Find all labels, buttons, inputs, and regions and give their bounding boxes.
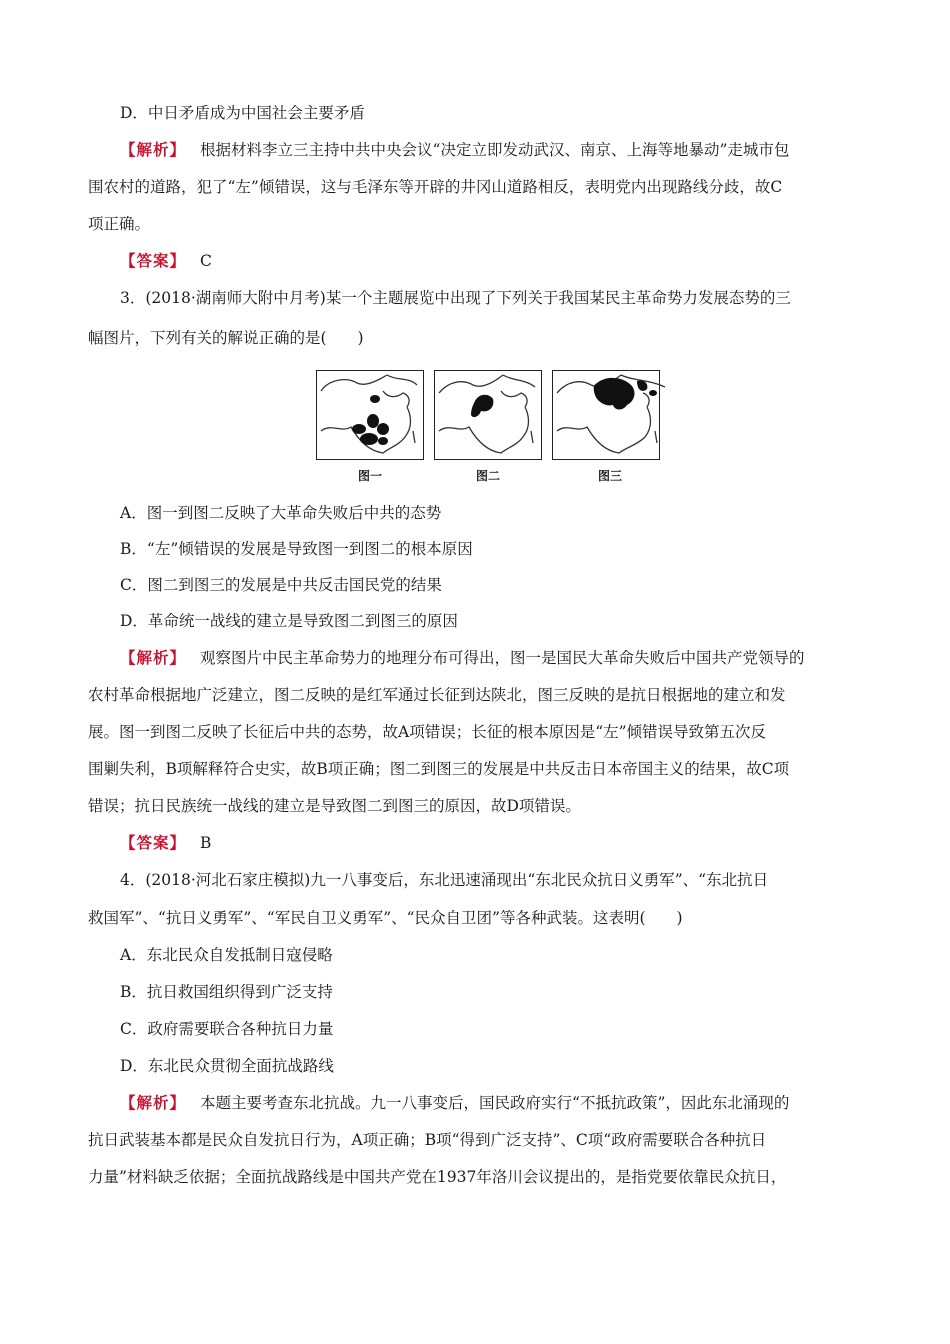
map-2 — [434, 370, 542, 460]
analysis-q2-line2: 围农村的道路，犯了“左”倾错误，这与毛泽东等开辟的井冈山道路相反，表明党内出现路线分歧，故C — [88, 178, 783, 196]
option-c-q3: C．图二到图三的发展是中共反击国民党的结果 — [120, 576, 442, 594]
option-c-q4: C．政府需要联合各种抗日力量 — [120, 1020, 334, 1038]
option-b-q3: B．“左”倾错误的发展是导致图一到图二的根本原因 — [120, 540, 473, 558]
option-d-q2: D．中日矛盾成为中国社会主要矛盾 — [120, 104, 365, 122]
question-3-line1: 3．(2018·湖南师大附中月考)某一个主题展览中出现了下列关于我国某民主革命势力发展态势的三 — [120, 289, 791, 307]
analysis-q4-line2: 抗日武装基本都是民众自发抗日行为，A项正确；B项“得到广泛支持”、C项“政府需要联合各种抗日 — [88, 1131, 767, 1149]
answer-q2: 【答案】 C — [120, 251, 212, 270]
analysis-tag: 【解析】 — [120, 1093, 187, 1112]
answer-tag: 【答案】 — [120, 833, 187, 852]
analysis-tag: 【解析】 — [120, 648, 187, 667]
question-3-line2: 幅图片，下列有关的解说正确的是( ) — [88, 329, 364, 347]
answer-tag: 【答案】 — [120, 251, 187, 270]
map-3-label: 图三 — [597, 469, 622, 483]
analysis-q2-line3: 项正确。 — [88, 215, 151, 233]
analysis-q3-line1: 【解析】 观察图片中民主革命势力的地理分布可得出，图一是国民大革命失败后中国共产党领导的 — [120, 648, 805, 667]
analysis-q3-line2: 农村革命根据地广泛建立，图二反映的是红军通过长征到达陕北，图三反映的是抗日根据地的建立和发 — [88, 686, 786, 704]
option-b-q4: B．抗日救国组织得到广泛支持 — [120, 983, 333, 1001]
analysis-q4-line1: 【解析】 本题主要考查东北抗战。九一八事变后，国民政府实行“不抵抗政策”，因此东北涌现的 — [120, 1093, 790, 1112]
map-2-label: 图二 — [475, 469, 500, 483]
question-4-line2: 救国军”、“抗日义勇军”、“军民自卫义勇军”、“民众自卫团”等各种武装。这表明( ) — [88, 909, 683, 927]
option-d-q3: D．革命统一战线的建立是导致图二到图三的原因 — [120, 612, 458, 630]
analysis-q4-line3: 力量”材料缺乏依据；全面抗战路线是中国共产党在1937年洛川会议提出的，是指党要依靠民众抗日， — [88, 1168, 787, 1186]
option-a-q3: A．图一到图二反映了大革命失败后中共的态势 — [120, 504, 442, 522]
analysis-tag: 【解析】 — [120, 140, 187, 159]
answer-q3: 【答案】 B — [120, 833, 212, 852]
analysis-q2-line1: 【解析】 根据材料李立三主持中共中央会议“决定立即发动武汉、南京、上海等地暴动”走城市包 — [120, 140, 790, 159]
map-1 — [316, 370, 424, 460]
map-1-label: 图一 — [357, 469, 382, 483]
option-d-q4: D．东北民众贯彻全面抗战路线 — [120, 1057, 334, 1075]
question-4-line1: 4．(2018·河北石家庄模拟)九一八事变后，东北迅速涌现出“东北民众抗日义勇军”、“东北抗日 — [120, 871, 769, 889]
analysis-q3-line3: 展。图一到图二反映了长征后中共的态势，故A项错误；长征的根本原因是“左”倾错误导致第五次反 — [88, 723, 767, 741]
analysis-q3-line4: 围剿失利，B项解释符合史实，故B项正确；图二到图三的发展是中共反击日本帝国主义的结果，故C项 — [88, 760, 790, 778]
option-a-q4: A．东北民众自发抵制日寇侵略 — [120, 946, 333, 964]
map-3 — [552, 370, 660, 460]
analysis-q3-line5: 错误；抗日民族统一战线的建立是导致图二到图三的原因，故D项错误。 — [88, 797, 581, 815]
maps-figure — [316, 370, 668, 486]
